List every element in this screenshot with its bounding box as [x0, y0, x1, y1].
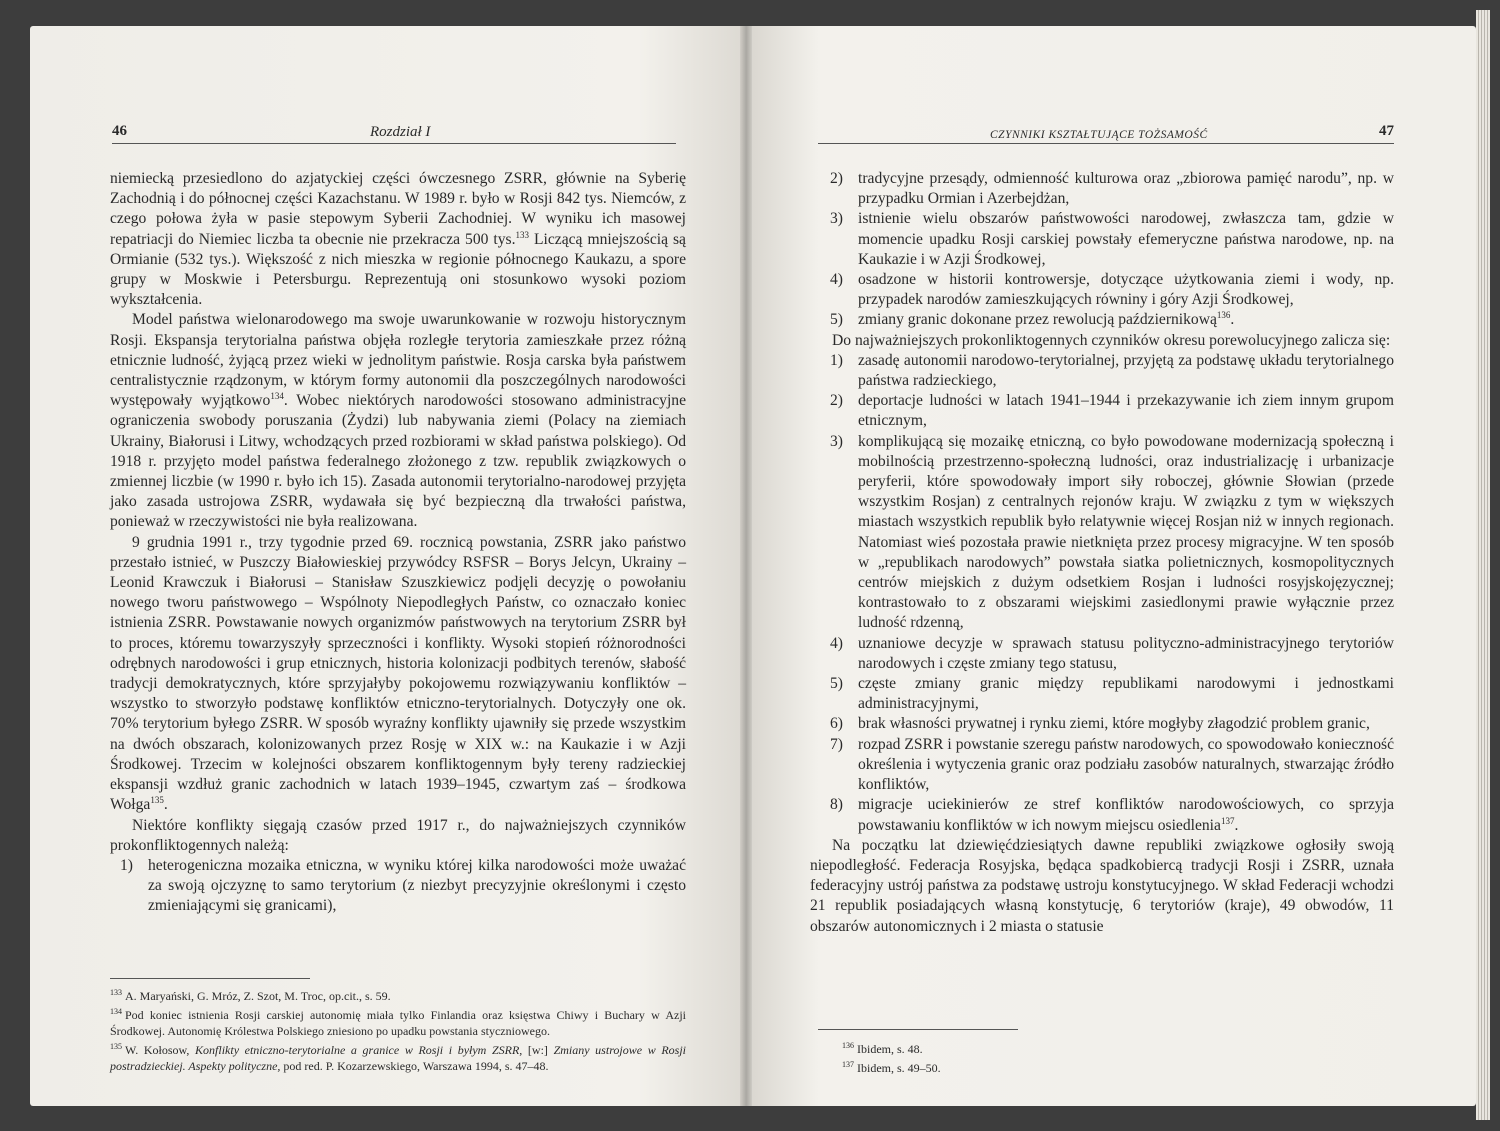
footnote: $^{134}$ Pod koniec istnienia Rosji carskiej autonomię miała tylko Finlandia oraz księstwa Chiwy i Buchary w Azji Środkowej. Autonomię Królestwa Polskiego zniesiono po upadku powstania styczniowego.	[110, 1007, 686, 1038]
list	[810, 351, 1394, 836]
right-body-text	[810, 169, 1394, 937]
running-title: CZYNNIKI KSZTAŁTUJĄCE TOŻSAMOŚĆ	[990, 129, 1208, 141]
paragraph: Model państwa wielonarodowego ma swoje uwarunkowanie w rozwoju historycznym Rosji. Ekspansja terytorialna państwa objęła rozległe terytoria zamieszkałe przez różną etnicznie ludność, żyjącą przez wieki w jednolitym państwie. Rosja carska była państwem centralistycznie rządzonym, w którym formy autonomii dla poszczególnych narodowości występowały wyjątkowo$^{134}$. Wobec niektórych narodowości stosowano administracyjne ograniczenia swobody poruszania (Żydzi) lub nabywania ziemi (Polacy na ziemiach Ukrainy, Białorusi i Litwy, wchodzących przed rozbiorami w skład państwa polskiego). Od 1918 r. przyjęto model państwa federalnego złożonego z tzw. republik związkowych o zmiennej liczbie (w 1990 r. było ich 15). Zasada autonomii terytorialno-narodowej przyjęta jako zasada ustrojowa ZSRR, wydawała się być bezpieczną dla trwałości państwa, ponieważ w rzeczywistości nie była realizowana.	[110, 311, 686, 531]
page-stack-edge	[1476, 10, 1490, 1120]
left-page	[30, 26, 746, 1106]
paragraph: Na początku lat dziewięćdziesiątych dawne republiki związkowe ogłosiły swoją niepodległość. Federacja Rosyjska, będąca spadkobiercą tradycji Rosji i ZSRR, uznała federacyjny ustrój państwa za podstawę ustroju konstytucyjnego. W skład Federacji wchodzi 21 republik posiadających własną konstytucję, 6 terytoriów (kraje), 49 obwodów, 11 obszarów autonomicznych i 2 miasta o statusie	[810, 836, 1394, 935]
footnote-divider	[110, 978, 310, 979]
footnote: $^{133}$ A. Maryański, G. Mróz, Z. Szot, M. Troc, op.cit., s. 59.	[110, 988, 391, 1003]
list-item: 2) tradycyjne przesądy, odmienność kulturowa oraz „zbiorowa pamięć narodu”, np. w przypadku Ormian i Azerbejdżan,	[830, 170, 1394, 208]
list	[110, 856, 686, 917]
right-page	[746, 26, 1476, 1106]
list-item: 8) migracje uciekinierów ze stref konfliktów narodowościowych, co sprzyja powstawaniu konfliktów w ich nowym miejscu osiedlenia$^{137}$.	[830, 796, 1394, 834]
footnote-ref: 133	[515, 229, 530, 240]
list-item: 3) komplikującą się mozaikę etniczną, co było powodowane modernizacją społeczną i mobilnością przestrzenno-społeczną ludności, oraz industrializację i urbanizacje peryferii, które spowodowały import siły roboczej, głównie Słowian (przede wszystkim Rosjan) z centralnych rejonów kraju. W związku z tym w większych miastach wszystkich republik było relatywnie więcej Rosjan niż w innych regionach. Natomiast wieś pozostała prawie nietknięta przez procesy migracyjne. W ten sposób w „republikach narodowych” powstała siatka polietnicznych, kosmopolitycznych centrów miejskich z dużym odsetkiem Rosjan i ludności rosyjskojęzycznej; kontrastowało to z obszarami wiejskimi zasiedlonymi prawie wyłącznie przez ludność rdzenną,	[830, 432, 1394, 632]
left-running-header	[112, 121, 676, 144]
list-item: 5) zmiany granic dokonane przez rewolucją październikową$^{136}$.	[830, 310, 1235, 329]
footnote-ref: 137	[1220, 815, 1235, 826]
footnote: $^{137}$ Ibidem, s. 49–50.	[842, 1060, 941, 1075]
list-item: 3) istnienie wielu obszarów państwowości narodowej, zwłaszcza tam, gdzie w momencie upadku Rosji carskiej powstały efemeryczne państwa narodowe, np. na Kaukazie i w Azji Środkowej,	[830, 210, 1394, 268]
running-title: Rozdział I	[370, 124, 431, 140]
footnote-ref: 134	[270, 391, 284, 402]
left-footnotes	[110, 985, 686, 1074]
paragraph: Niektóre konflikty sięgają czasów przed 1917 r., do najważniejszych czynników prokonfliktogennych należą:	[110, 816, 686, 854]
list	[810, 169, 1394, 331]
book-gutter	[740, 26, 752, 1106]
list-item: 1) zasadę autonomii narodowo-terytorialnej, przyjętą za podstawę układu terytorialnego państwa radzieckiego,	[830, 351, 1394, 390]
footnote: $^{135}$ W. Kołosow, Konflikty etniczno-terytorialne a granice w Rosji i byłym ZSRR, [w:] Zmiany ustrojowe w Rosji postradzieckiej. Aspekty polityczne, pod red. P. Kozarzewskiego, Warszawa 1994, s. 47–48.	[110, 1042, 686, 1073]
right-running-header	[818, 121, 1394, 144]
footnote-ref: 135	[150, 795, 164, 806]
paragraph: niemiecką przesiedlono do azjatyckiej części ówczesnego ZSRR, głównie na Syberię Zachodnią i do północnej części Kazachstanu. W 1989 r. było w Rosji 842 tys. Niemców, z czego połowa żyła w pasie stepowym Syberii Zachodniej. W wyniku ich masowej repatriacji do Niemiec liczba ta obecnie nie przekracza 500 tys.$^{133}$ Liczącą mniejszością są Ormianie (532 tys.). Większość z nich mieszka w regionie północnego Kaukazu, a spore grupy w Moskwie i Petersburgu. Reprezentują oni stosunkowo wysoki poziom wykształcenia.	[110, 170, 686, 309]
list-item: 7) rozpad ZSRR i powstanie szeregu państw narodowych, co spowodowało konieczność określenia i wytyczenia granic oraz podziału zasobów naturalnych, stwarzając źródło konfliktów,	[830, 735, 1394, 794]
list-item: 5) częste zmiany granic między republikami narodowymi i jednostkami administracyjnymi,	[830, 675, 1394, 713]
right-footnotes	[842, 1038, 1142, 1076]
paragraph: 9 grudnia 1991 r., trzy tygodnie przed 69. rocznicą powstania, ZSRR jako państwo przestało istnieć, w Puszczy Białowieskiej przywódcy RSFSR – Borys Jelcyn, Ukrainy – Leonid Krawczuk i Białorusi – Stanisław Szuszkiewicz podjęli decyzję o powołaniu nowego tworu państwowego – Wspólnoty Niepodległych Państw, co oznaczało koniec istnienia ZSRR. Powstawanie nowych organizmów państwowych na terytorium ZSRR był to proces, któremu towarzyszyły sprzeczności i konflikty. Wysoki stopień różnorodności odrębnych narodowości i grup etnicznych, historia kolonizacji podbitych terenów, słabość tradycji demokratycznych, które sprzyjałyby pokojowemu rozwiązywaniu konfliktów – wszystko to stworzyło podstawę konfliktów etniczno-terytorialnych. Dotyczyły one ok. 70% terytorium byłego ZSRR. W sposób wyraźny konflikty ujawniły się przede wszystkim na dwóch obszarach, kolonizowanych przez Rosję w XIX w.: na Kaukazie i w Azji Środkowej. Trzecim w kolejności obszarem konfliktogennym były tereny radzieckiej ekspansji wzdłuż granic zachodnich w latach 1939–1945, czwartym zaś – środkowa Wołga$^{135}$.	[110, 533, 686, 814]
left-body-text	[110, 169, 686, 917]
list-item: 4) uznaniowe decyzje w sprawach statusu polityczno-administracyjnego terytoriów narodowych i częste zmiany tego statusu,	[830, 634, 1394, 672]
footnote: $^{136}$ Ibidem, s. 48.	[842, 1041, 923, 1056]
paragraph: Do najważniejszych prokonliktogennych czynników okresu porewolucyjnego zalicza się:	[832, 331, 1391, 349]
page-number: 47	[1379, 123, 1394, 139]
list-item: 1) heterogeniczna mozaika etniczna, w wyniku której kilka narodowości może uważać za swoją ojczyznę to samo terytorium (z niezbyt precyzyjnie określonymi i często zmieniającymi się granicami),	[120, 856, 686, 915]
page-number: 46	[112, 123, 127, 139]
list-item: 2) deportacje ludności w latach 1941–1944 i przekazywanie ich ziem innym grupom etnicznym,	[830, 392, 1394, 430]
footnote-divider	[818, 1029, 1018, 1030]
list-item: 6) brak własności prywatnej i rynku ziemi, które mogłyby złagodzić problem granic,	[830, 715, 1370, 733]
footnote-ref: 136	[1216, 310, 1231, 321]
list-item: 4) osadzone w historii kontrowersje, dotyczące użytkowania ziemi i wody, np. przypadek narodów zamieszkujących równiny i góry Azji Środkowej,	[830, 271, 1394, 309]
